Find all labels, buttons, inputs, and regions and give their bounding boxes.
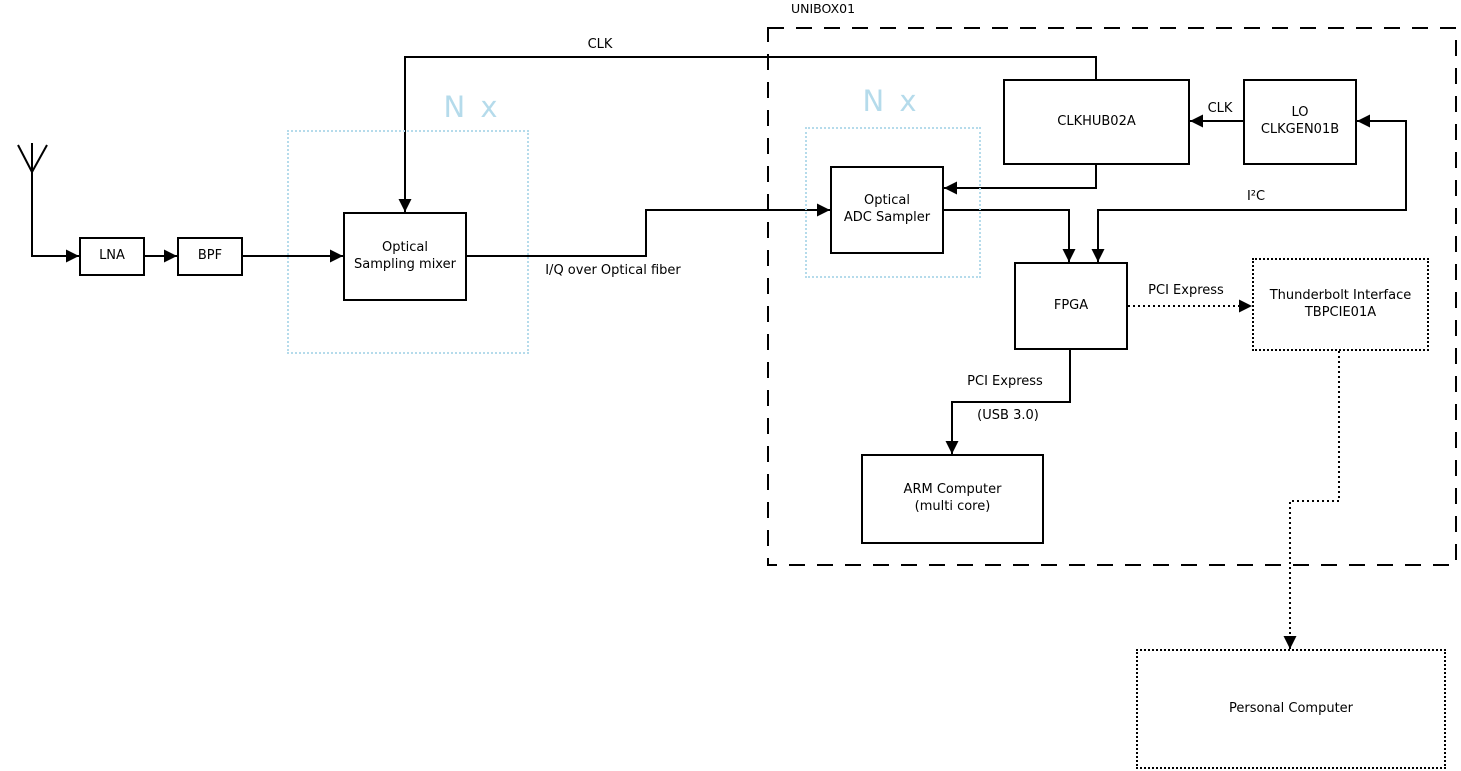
node-thunderbolt-interface: [1252, 258, 1429, 351]
node-adc-label-line1: Optical: [864, 193, 910, 209]
node-adc-label-line2: ADC Sampler: [843, 210, 931, 225]
node-clkhub-label: CLKHUB02A: [1057, 113, 1136, 129]
edge-fpga-arm: [952, 350, 1070, 454]
node-lo-label-line1: LO: [1291, 105, 1309, 121]
node-bpf: [177, 237, 243, 276]
edge-label-pci-express-arm: PCI Express: [967, 374, 1043, 389]
node-clkhub02a: [1003, 79, 1190, 165]
mixer-array-label: N x: [443, 90, 501, 124]
node-pc-label: Personal Computer: [1228, 700, 1354, 716]
adc-array-label: N x: [862, 84, 920, 118]
node-fpga-label: FPGA: [1053, 297, 1089, 313]
node-arm-label-line2: (multi core): [914, 499, 991, 514]
node-optical-sampling-mixer: [343, 212, 467, 301]
node-personal-computer: [1136, 649, 1446, 769]
node-mixer-label-line2: Sampling mixer: [354, 256, 456, 272]
node-lna-label: LNA: [99, 248, 125, 264]
edge-label-iq-fiber: I/Q over Optical fiber: [545, 263, 681, 278]
node-fpga: [1014, 262, 1128, 350]
node-thunderbolt-label-line1: Thunderbolt Interface: [1269, 287, 1412, 303]
antenna-icon: [18, 143, 79, 256]
edge-label-usb: (USB 3.0): [977, 408, 1039, 423]
node-thunderbolt-label-line2: TBPCIE01A: [1304, 304, 1377, 320]
node-lna: [79, 237, 145, 276]
node-lo-clkgen01b: [1243, 79, 1357, 165]
node-arm-computer: [861, 454, 1044, 544]
edge-thunderbolt-pc: [1290, 351, 1339, 649]
node-mixer-label-line1: Optical: [382, 239, 428, 255]
edge-label-clk-main: CLK: [587, 37, 613, 52]
node-optical-adc-sampler: [830, 166, 944, 254]
edge-label-i2c: I²C: [1246, 189, 1266, 204]
unibox01-title: UNIBOX01: [791, 1, 856, 16]
node-arm-label-line1: ARM Computer: [903, 482, 1002, 498]
node-lo-label-line2: CLKGEN01B: [1260, 122, 1340, 137]
edge-label-clk-lo-hub: CLK: [1207, 101, 1233, 116]
edge-label-pci-express-tb: PCI Express: [1148, 283, 1224, 298]
node-bpf-label: BPF: [197, 248, 223, 264]
